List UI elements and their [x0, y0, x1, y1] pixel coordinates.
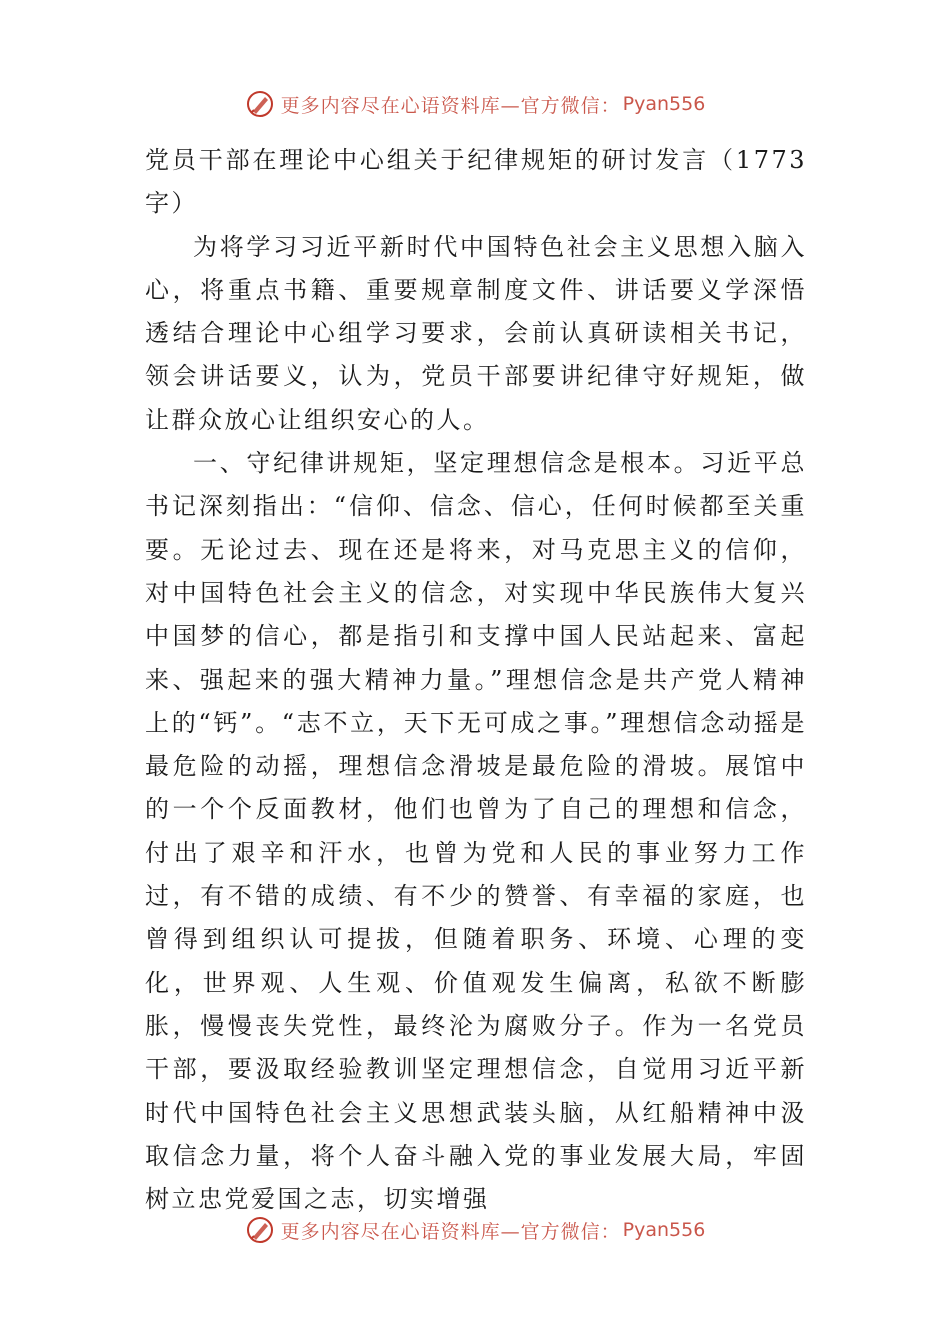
document-title: 党员干部在理论中心组关于纪律规矩的研讨发言（1773字） [145, 146, 807, 218]
paragraph-intro: 为将学习习近平新时代中国特色社会主义思想入脑入心，将重点书籍、重要规章制度文件、讲话要义学深悟透结合理论中心组学习要求，会前认真研读相关书记，领会讲话要义，认为，党员干部要讲纪律守好规矩，做让群众放心让组织安心的人。 [145, 232, 807, 434]
paragraph-section-one: 一、守纪律讲规矩，坚定理想信念是根本。习近平总书记深刻指出：“信仰、信念、信心，任何时候都至关重要。无论过去、现在还是将来，对马克思主义的信仰，对中国特色社会主义的信念，对实现中华民族伟大复兴中国梦的信心，都是指引和支撑中国人民站起来、富起来、强起来的强大精神力量。”理想信念是共产党人精神上的“钙”。“志不立，天下无可成之事。”理想信念动摇是最危险的动摇，理想信念滑坡是最危险的滑坡。展馆中的一个个反面教材，他们也曾为了自己的理想和信念，付出了艰辛和汗水，也曾为党和人民的事业努力工作过，有不错的成绩、有不少的赞誉、有幸福的家庭，也曾得到组织认可提拔，但随着职务、环境、心理的变化，世界观、人生观、价值观发生偏离，私欲不断膨胀，慢慢丧失党性，最终沦为腐败分子。作为一名党员干部，要汲取经验教训坚定理想信念，自觉用习近平新时代中国特色社会主义思想武装头脑，从红船精神中汲取信念力量，将个人奋斗融入党的事业发展大局，牢固树立忠党爱国之志，切实增强 [145, 449, 807, 1214]
watermark-id: Pyan556 [622, 93, 706, 115]
watermark-text: 更多内容尽在心语资料库—官方微信： [280, 94, 621, 117]
document-body [145, 139, 807, 1221]
pen-logo-icon [245, 1215, 275, 1245]
watermark-footer [0, 1210, 950, 1250]
watermark-id: Pyan556 [622, 1219, 706, 1241]
watermark-header [0, 84, 950, 124]
pen-logo-icon [245, 89, 275, 119]
watermark-text: 更多内容尽在心语资料库—官方微信： [280, 1220, 621, 1243]
